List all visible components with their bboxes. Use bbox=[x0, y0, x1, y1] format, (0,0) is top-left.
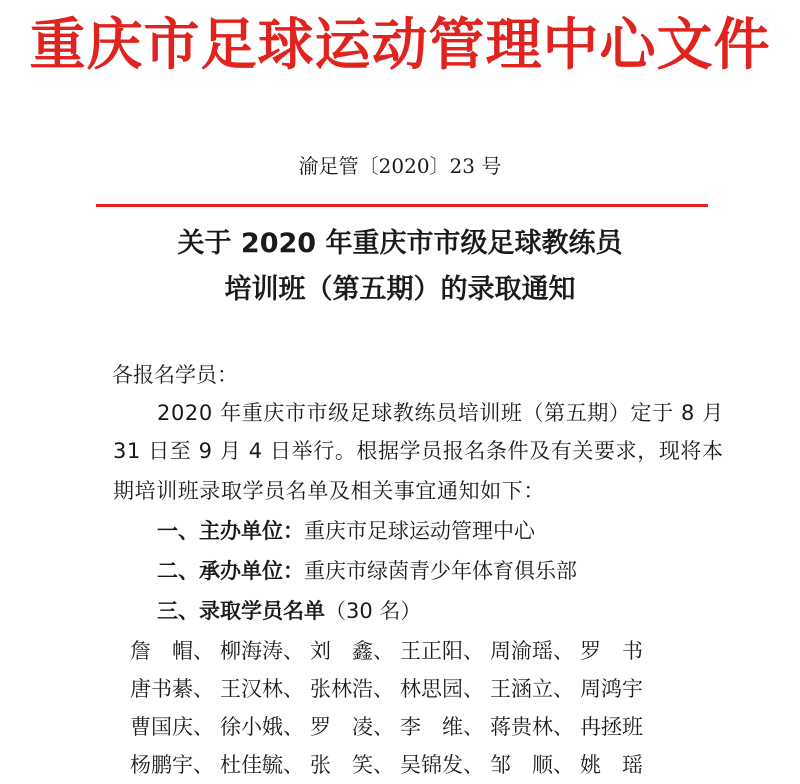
salutation: 各报名学员： bbox=[112, 363, 238, 387]
issuer-heading: 重庆市足球运动管理中心文件 bbox=[29, 13, 771, 78]
list-item: 罗 凌、 bbox=[310, 715, 394, 739]
list-item: 王正阳、 bbox=[400, 639, 484, 663]
section-value: 重庆市足球运动管理中心 bbox=[304, 519, 535, 543]
list-item: 徐小娥、 bbox=[220, 715, 304, 739]
section-host bbox=[157, 554, 577, 588]
list-item: 林思园、 bbox=[400, 677, 484, 701]
section-admitted-list bbox=[157, 594, 421, 628]
list-item: 杨鹏宇、 bbox=[130, 753, 214, 777]
red-divider bbox=[96, 204, 708, 207]
list-item: 柳海涛、 bbox=[220, 639, 304, 663]
paragraph-line-2: 31 日至 9 月 4 日举行。根据学员报名条件及有关要求，现将本 bbox=[113, 439, 724, 463]
list-item: 唐书綦、 bbox=[130, 677, 214, 701]
section-label: 三、录取学员名单 bbox=[157, 599, 325, 623]
list-item: 张林浩、 bbox=[310, 677, 394, 701]
list-item: 邹 顺、 bbox=[490, 753, 574, 777]
section-value: 重庆市绿茵青少年体育俱乐部 bbox=[304, 559, 577, 583]
section-label: 二、承办单位： bbox=[157, 559, 304, 583]
list-item: 李 维、 bbox=[400, 715, 484, 739]
list-item: 蒋贵林、 bbox=[490, 715, 574, 739]
section-value: （30 名） bbox=[325, 599, 422, 623]
notice-title-line-1: 关于 2020 年重庆市市级足球教练员 bbox=[177, 228, 623, 259]
list-item: 姚 瑶 bbox=[580, 753, 643, 777]
list-item: 王汉林、 bbox=[220, 677, 304, 701]
section-organizer bbox=[157, 514, 535, 548]
section-label: 一、主办单位： bbox=[157, 519, 304, 543]
list-item: 罗 书 bbox=[580, 639, 643, 663]
list-item: 周鸿宇 bbox=[580, 677, 643, 701]
list-item: 王涵立、 bbox=[490, 677, 574, 701]
document-number: 渝足管〔2020〕23 号 bbox=[298, 154, 502, 178]
list-item: 冉拯班 bbox=[580, 715, 643, 739]
list-item: 杜佳毓、 bbox=[220, 753, 304, 777]
list-item: 张 笑、 bbox=[310, 753, 394, 777]
list-item: 詹 帽、 bbox=[130, 639, 214, 663]
paragraph-line-3: 期培训班录取学员名单及相关事宜通知如下： bbox=[113, 479, 545, 503]
admitted-names-list bbox=[130, 632, 670, 784]
list-item: 周渝瑶、 bbox=[490, 639, 574, 663]
paragraph-line-1: 2020 年重庆市市级足球教练员培训班（第五期）定于 8 月 bbox=[157, 401, 724, 425]
list-item: 刘 鑫、 bbox=[310, 639, 394, 663]
list-item: 曹国庆、 bbox=[130, 715, 214, 739]
list-item: 吴锦发、 bbox=[400, 753, 484, 777]
notice-title-line-2: 培训班（第五期）的录取通知 bbox=[224, 274, 576, 305]
